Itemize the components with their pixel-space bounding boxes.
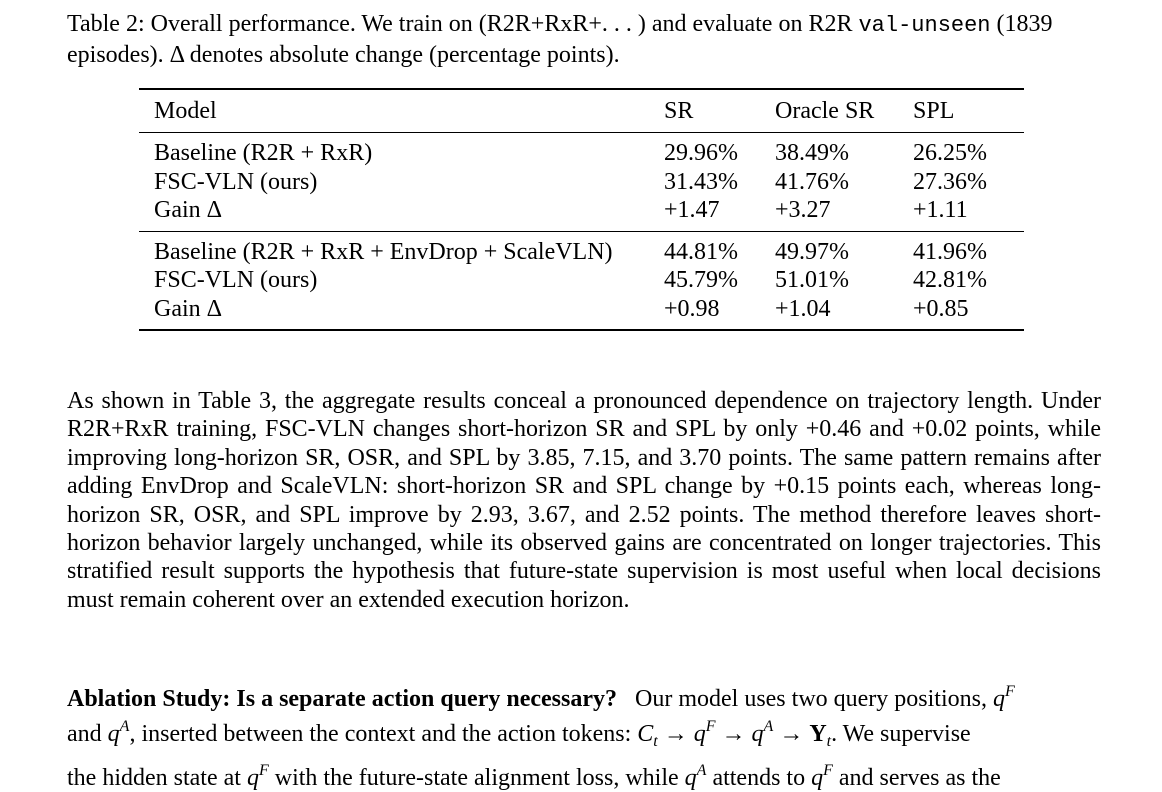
- cell-sr: 29.96%: [664, 140, 738, 166]
- cell-spl: +1.11: [913, 197, 968, 223]
- math-qA: $q^A$: [684, 761, 707, 791]
- cell-spl: 27.36%: [913, 168, 987, 195]
- ablation-text: and serves as the: [838, 764, 1001, 791]
- table-row: [139, 231, 1024, 266]
- cell-oracle-sr: 41.76%: [775, 168, 849, 195]
- ablation-text: the hidden state at: [67, 764, 241, 791]
- caption-text-2: (1839 episodes). Δ denotes absolute change (percentage points).: [67, 11, 1053, 68]
- caption-text-1: Table 2: Overall performance. We train on (R2R+RxR+. . . ) and evaluate on R2R: [67, 11, 853, 37]
- header-oracle-sr: Oracle SR: [775, 98, 875, 124]
- math-qF: $q^F$: [811, 761, 833, 791]
- math-chain: $C_t \to q^F \to q^A \to Y_t$: [637, 718, 832, 751]
- ablation-paragraph: [67, 678, 1101, 792]
- cell-sr: 44.81%: [664, 238, 738, 265]
- cell-spl: +0.85: [913, 295, 969, 322]
- cell-sr: +0.98: [664, 295, 720, 322]
- cell-model: Gain Δ: [154, 197, 223, 223]
- cell-sr: +1.47: [664, 197, 720, 223]
- cell-model: FSC-VLN (ours): [154, 267, 318, 293]
- results-table: [139, 88, 1024, 331]
- results-paragraph: As shown in Table 3, the aggregate results conceal a pronounced dependence on trajectory length. Under R2R+RxR training, FSC-VLN changes short-horizon SR and SPL by only +0.46 and +0.02 points, while improving long-horizon SR, OSR, and SPL by 3.85, 7.15, and 3.70 points. The same pattern remains after adding EnvDrop and ScaleVLN: short-horizon SR and SPL change by +0.15 points each, whereas long-horizon SR, OSR, and SPL improve by 2.93, 3.67, and 2.52 points. The method therefore leaves short-horizon behavior largely unchanged, while its observed gains are concentrated on longer trajectories. This stratified result supports the hypothesis that future-state supervision is most useful when local decisions must remain coherent over an extended execution horizon.: [67, 388, 1101, 613]
- cell-oracle-sr: 38.49%: [775, 140, 849, 166]
- cell-model: Gain Δ: [154, 295, 223, 322]
- table-row: [139, 168, 1024, 197]
- ablation-text: attends to: [712, 764, 806, 791]
- ablation-text: . We supervise: [831, 721, 971, 748]
- math-qF: $q^F$: [246, 761, 269, 791]
- math-qF: $q^F$: [992, 683, 1015, 712]
- cell-sr: 45.79%: [664, 267, 738, 293]
- cell-oracle-sr: 51.01%: [775, 267, 849, 293]
- header-model: Model: [154, 98, 217, 124]
- cell-sr: 31.43%: [664, 168, 738, 195]
- cell-model: FSC-VLN (ours): [154, 168, 318, 195]
- ablation-text: and: [67, 721, 102, 748]
- ablation-text: with the future-state alignment loss, while: [274, 764, 679, 791]
- cell-model: Baseline (R2R + RxR + EnvDrop + ScaleVLN): [154, 238, 613, 265]
- caption-split-name: val-unseen: [858, 13, 991, 38]
- header-sr: SR: [664, 98, 694, 124]
- table-caption: [67, 10, 1097, 69]
- cell-spl: 41.96%: [913, 238, 987, 265]
- ablation-heading: Ablation Study: Is a separate action query necessary?: [67, 686, 617, 712]
- table-row: [139, 295, 1024, 331]
- cell-oracle-sr: +3.27: [775, 197, 831, 223]
- cell-oracle-sr: +1.04: [775, 295, 831, 322]
- table-row: [139, 266, 1024, 295]
- cell-oracle-sr: 49.97%: [775, 238, 849, 265]
- table-row: [139, 133, 1024, 168]
- ablation-text: , inserted between the context and the action tokens:: [129, 721, 632, 748]
- cell-spl: 26.25%: [913, 140, 987, 166]
- header-spl: SPL: [913, 98, 955, 124]
- table-row: [139, 196, 1024, 231]
- ablation-text: Our model uses two query positions,: [635, 686, 987, 712]
- cell-spl: 42.81%: [913, 267, 987, 293]
- math-qA: $q^A$: [107, 718, 130, 748]
- cell-model: Baseline (R2R + RxR): [154, 140, 373, 166]
